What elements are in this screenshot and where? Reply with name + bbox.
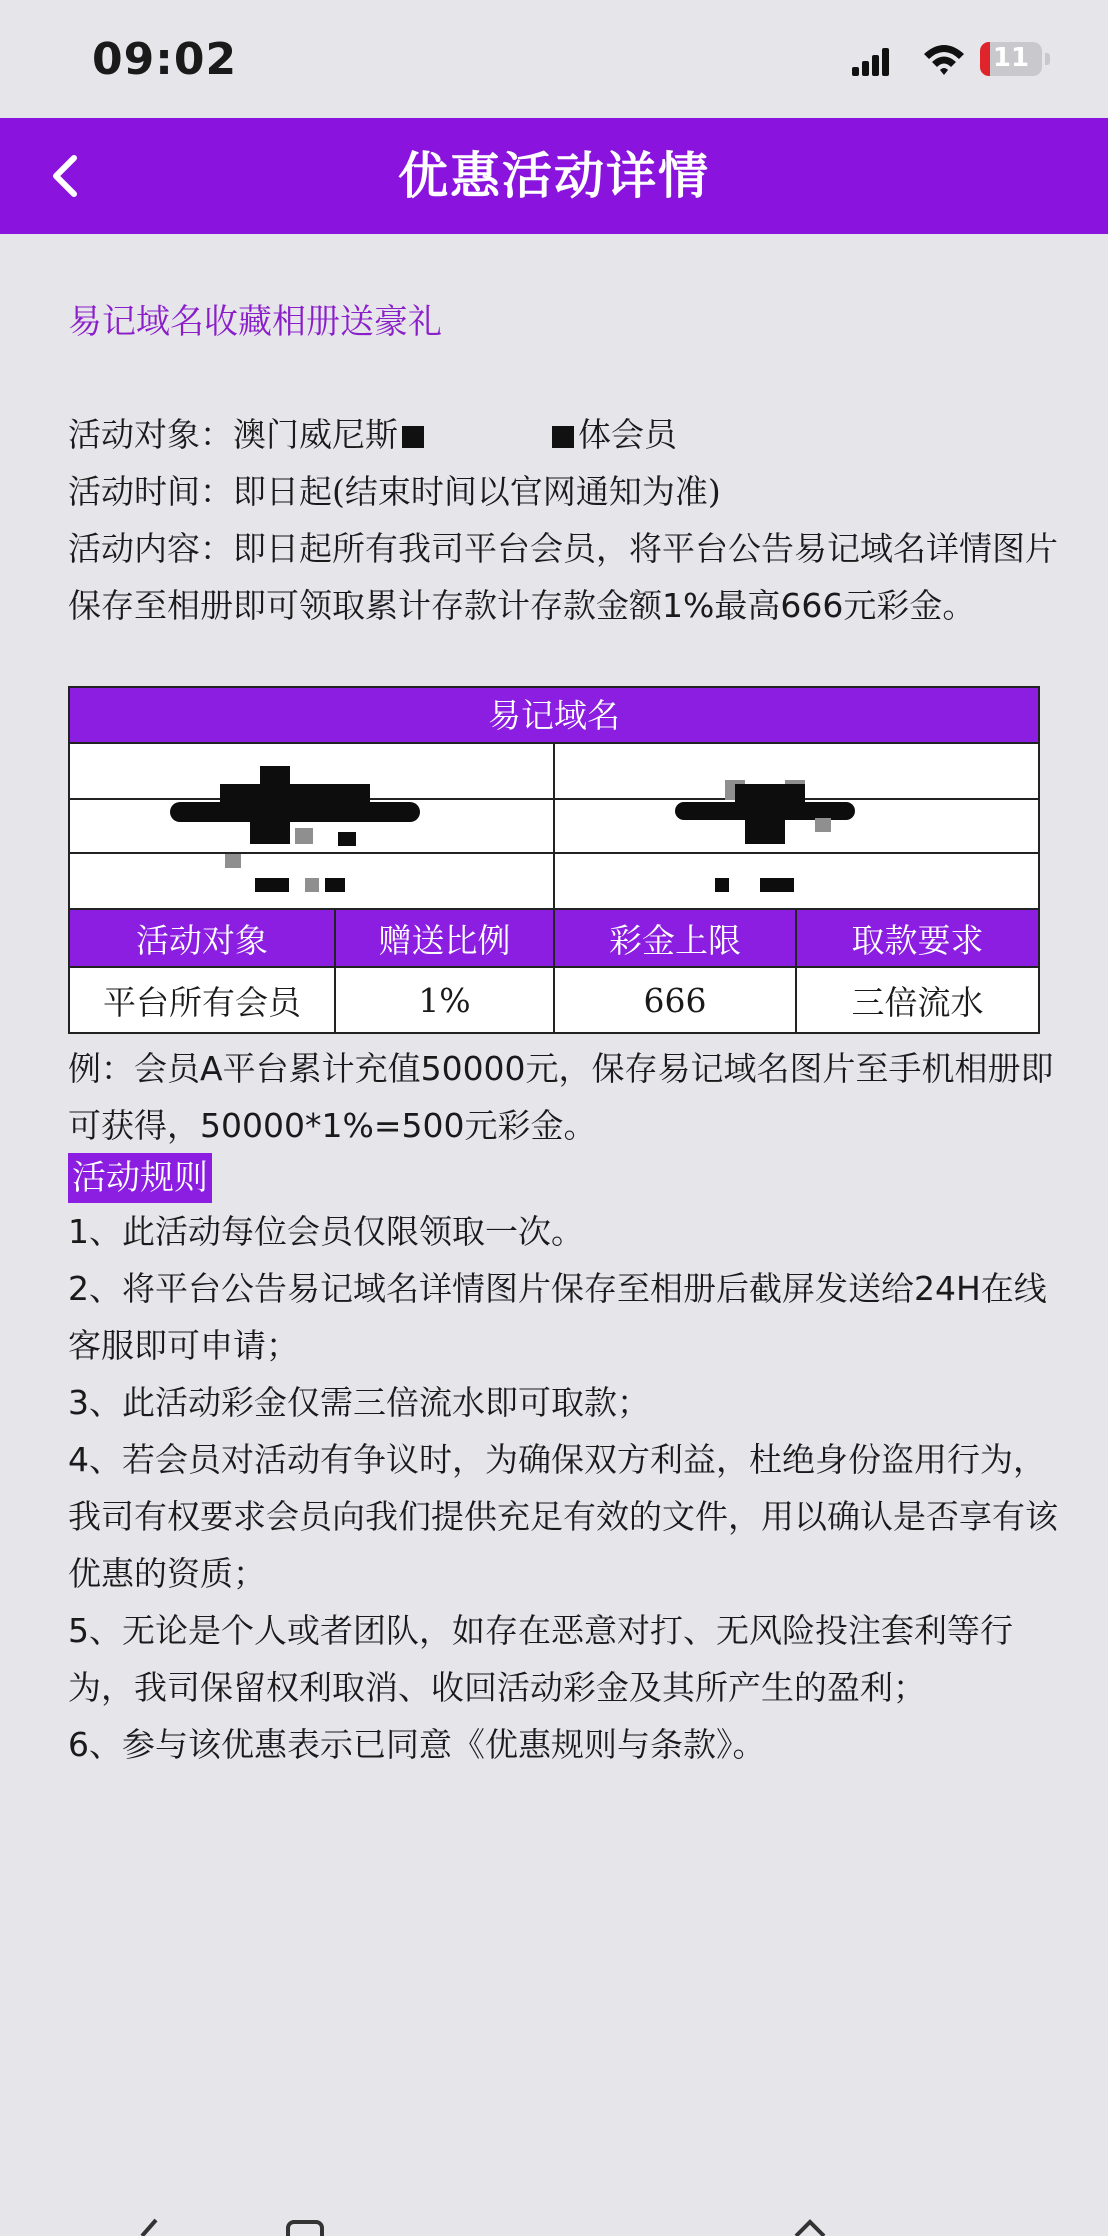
redaction-mark	[402, 426, 424, 448]
target-value-end: 体会员	[578, 415, 677, 454]
rule-item: 3、此活动彩金仅需三倍流水即可取款；	[68, 1383, 650, 1422]
example-text: 例：会员A平台累计充值50000元，保存易记域名图片至手机相册即可获得，50000*1%=500元彩金。	[68, 1049, 1054, 1145]
signal-icon	[852, 48, 892, 76]
col-header-ratio: 赠送比例	[336, 910, 555, 966]
col-header-target: 活动对象	[70, 910, 336, 966]
rule-item: 5、无论是个人或者团队，如存在恶意对打、无风险投注套利等行为，我司保留权利取消、收回活动彩金及其所产生的盈利；	[68, 1611, 1013, 1707]
rule-item: 4、若会员对活动有争议时，为确保双方利益，杜绝身份盗用行为，我司有权要求会员向我们提供充足有效的文件，用以确认是否享有该优惠的资质；	[68, 1440, 1058, 1593]
rule-item: 6、参与该优惠表示已同意《优惠规则与条款》。	[68, 1725, 766, 1764]
target-line	[68, 406, 1058, 463]
content-label: 活动内容：	[68, 529, 233, 568]
time-label: 活动时间：	[68, 472, 233, 511]
bottom-toolbar	[0, 2206, 1108, 2236]
time-line	[68, 463, 1058, 520]
page-header	[0, 118, 1108, 234]
chevron-left-icon[interactable]	[36, 144, 100, 208]
redaction-mark	[552, 426, 574, 448]
col-header-withdraw: 取款要求	[851, 920, 984, 960]
rules-heading: 活动规则	[68, 1153, 212, 1203]
rule-item: 2、将平台公告易记域名详情图片保存至相册后截屏发送给24H在线客服即可申请；	[68, 1269, 1047, 1365]
content-value: 即日起所有我司平台会员，将平台公告易记域名详情图片保存至相册即可领取累计存款计存款金额1%最高666元彩金。	[68, 529, 1058, 625]
promo-table	[68, 686, 1040, 1034]
col-header-limit: 彩金上限	[555, 910, 797, 966]
content-line	[68, 520, 1058, 634]
back-nav-icon[interactable]	[130, 2216, 170, 2236]
promo-info	[68, 406, 1058, 634]
table-header-row	[70, 908, 1038, 968]
rules-list	[68, 1203, 1058, 1773]
domain-image-left	[70, 744, 555, 908]
share-icon[interactable]	[790, 2216, 830, 2236]
domain-image-right	[555, 744, 1038, 908]
cell-ratio: 1%	[336, 968, 555, 1032]
battery-level: 11	[992, 43, 1030, 73]
table-row	[70, 968, 1038, 1032]
battery-icon	[980, 42, 1052, 76]
status-time: 09:02	[92, 34, 238, 85]
page-title: 优惠活动详情	[398, 147, 710, 205]
target-label: 活动对象：	[68, 415, 233, 454]
time-value: 即日起(结束时间以官网通知为准)	[233, 472, 721, 511]
tabs-icon[interactable]	[286, 2220, 326, 2236]
cell-withdraw: 三倍流水	[851, 982, 984, 1022]
cell-target: 平台所有会员	[70, 968, 336, 1032]
rule-item: 1、此活动每位会员仅限领取一次。	[68, 1212, 584, 1251]
wifi-icon	[922, 42, 966, 76]
table-title: 易记域名	[70, 688, 1038, 744]
target-value-start: 澳门威尼斯	[233, 415, 398, 454]
promo-title: 易记域名收藏相册送豪礼	[68, 302, 442, 342]
cell-limit: 666	[555, 968, 797, 1032]
status-bar	[0, 0, 1108, 118]
